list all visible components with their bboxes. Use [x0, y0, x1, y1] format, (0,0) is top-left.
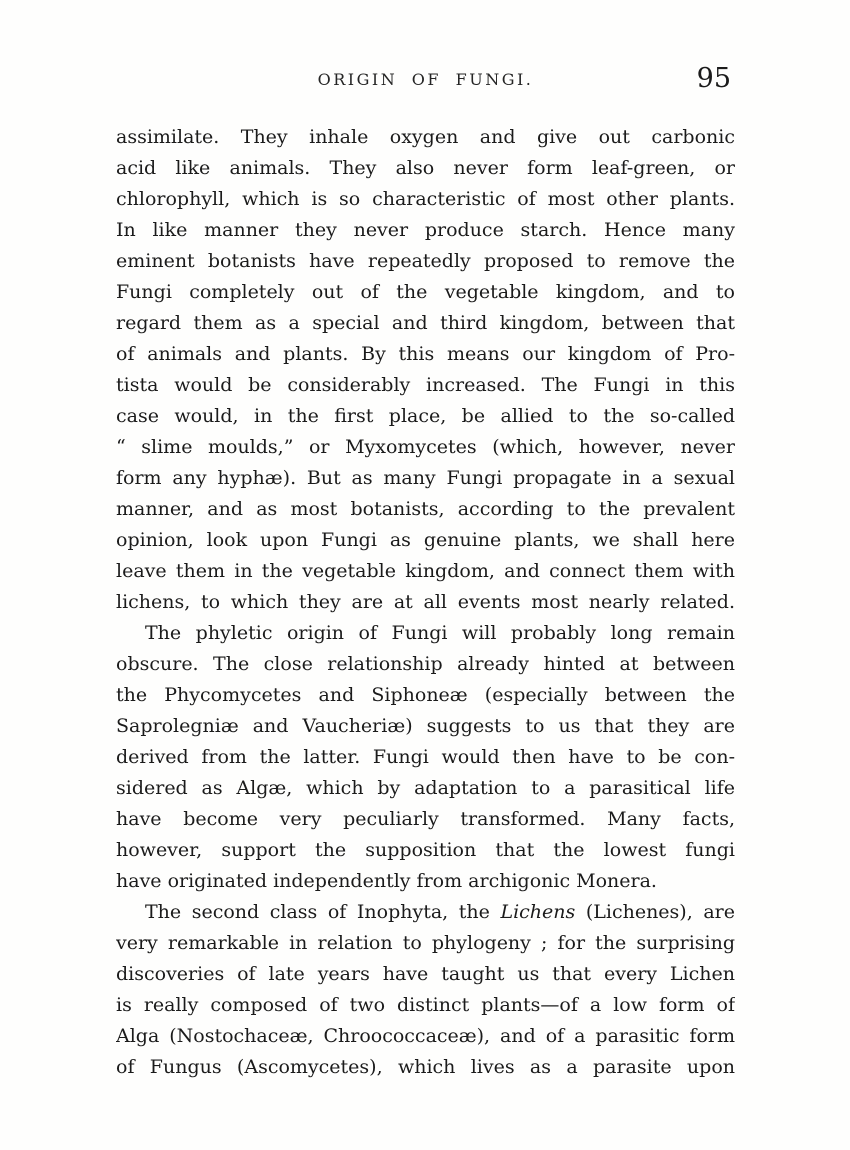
text-line: “ slime moulds,” or Myxomycetes (which, however, never	[116, 436, 735, 458]
text-segment-italic: Lichens	[500, 901, 576, 923]
text-line: of animals and plants. By this means our kingdom of Pro-	[116, 343, 735, 365]
text-line: discoveries of late years have taught us that every Lichen	[116, 963, 735, 985]
text-line: opinion, look upon Fungi as genuine plants, we shall here	[116, 529, 735, 551]
text-segment: The second class of Inophyta, the	[145, 901, 501, 923]
text-line: tista would be considerably increased. The Fungi in this	[116, 374, 735, 396]
text-line: In like manner they never produce starch. Hence many	[116, 219, 735, 241]
text-line: derived from the latter. Fungi would then have to be con-	[116, 746, 735, 768]
text-line: Fungi completely out of the vegetable kingdom, and to	[116, 281, 735, 303]
text-line: eminent botanists have repeatedly proposed to remove the	[116, 250, 735, 272]
text-line: is really composed of two distinct plants—of a low form of	[116, 994, 735, 1016]
text-line: form any hyphæ). But as many Fungi propagate in a sexual	[116, 467, 735, 489]
text-segment: (Lichenes), are	[575, 901, 735, 923]
text-line: chlorophyll, which is so characteristic of most other plants.	[116, 188, 735, 210]
text-line: acid like animals. They also never form leaf-green, or	[116, 157, 735, 179]
page-number: 95	[696, 63, 731, 94]
text-line: of Fungus (Ascomycetes), which lives as a parasite upon	[116, 1056, 735, 1078]
page-header	[116, 63, 735, 102]
text-line: case would, in the first place, be allied to the so-called	[116, 405, 735, 427]
text-line: the Phycomycetes and Siphoneæ (especially between the	[116, 684, 735, 706]
text-line: sidered as Algæ, which by adaptation to a parasitical life	[116, 777, 735, 799]
text-line: assimilate. They inhale oxygen and give out carbonic	[116, 126, 735, 148]
text-line: Saprolegniæ and Vaucheriæ) suggests to us that they are	[116, 715, 735, 737]
text-line: regard them as a special and third kingdom, between that	[116, 312, 735, 334]
text-line: however, support the supposition that the lowest fungi	[116, 839, 735, 861]
text-line: leave them in the vegetable kingdom, and connect them with	[116, 560, 735, 582]
text-line: very remarkable in relation to phylogeny ; for the surprising	[116, 932, 735, 954]
text-line: have originated independently from archigonic Monera.	[116, 870, 657, 892]
text-line: Alga (Nostochaceæ, Chroococcaceæ), and of a parasitic form	[116, 1025, 735, 1047]
text-line: lichens, to which they are at all events most nearly related.	[116, 591, 735, 613]
text-line	[116, 897, 735, 928]
text-line: The phyletic origin of Fungi will probably long remain	[145, 622, 735, 644]
text-line: manner, and as most botanists, according to the prevalent	[116, 498, 735, 520]
running-head-title: ORIGIN OF FUNGI.	[317, 70, 534, 89]
text-line: have become very peculiarly transformed. Many facts,	[116, 808, 735, 830]
text-line: obscure. The close relationship already hinted at between	[116, 653, 735, 675]
body-text	[116, 122, 735, 1083]
